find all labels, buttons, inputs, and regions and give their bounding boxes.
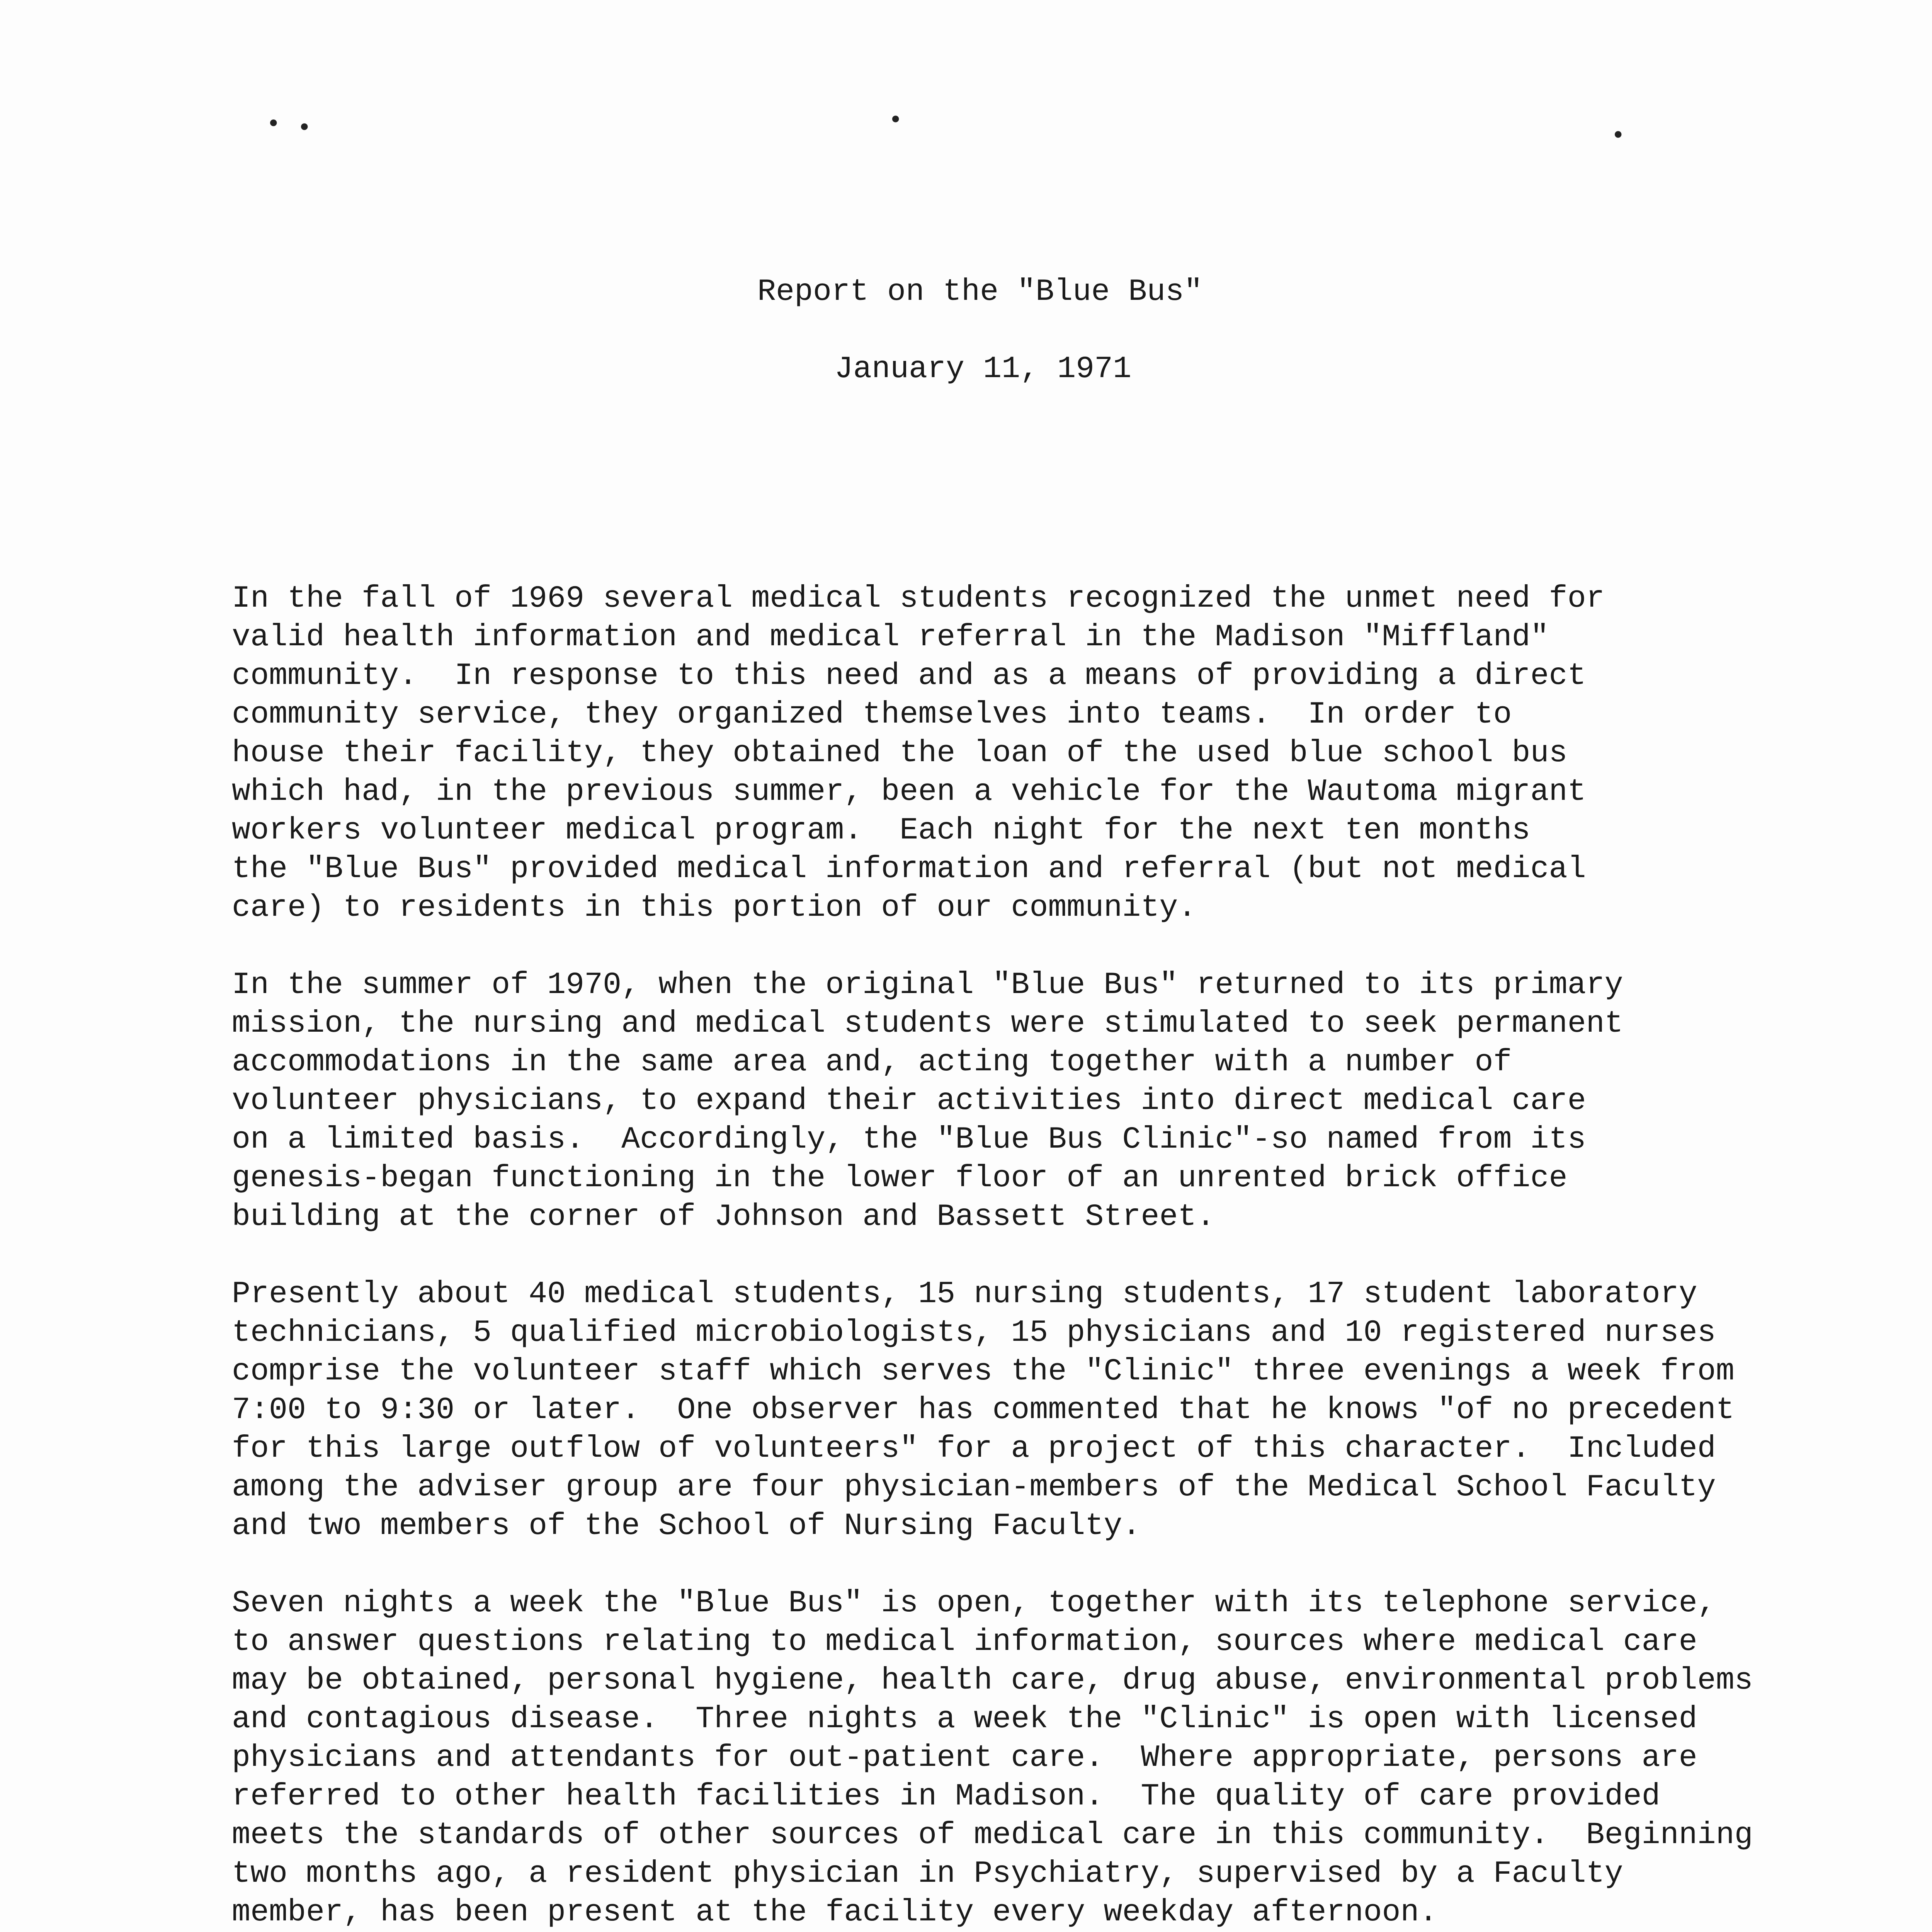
text-line: referred to other health facilities in Madison. The quality of care provided bbox=[232, 1779, 1660, 1814]
text-line: genesis-began functioning in the lower floor of an unrented brick office bbox=[232, 1161, 1568, 1196]
text-line: may be obtained, personal hygiene, health care, drug abuse, environmental problems bbox=[232, 1663, 1753, 1698]
paragraph-3 bbox=[232, 1275, 1893, 1546]
paragraph-2 bbox=[232, 966, 1893, 1236]
scan-mark: • bbox=[889, 106, 903, 133]
paragraph-1 bbox=[232, 580, 1893, 927]
text-line: member, has been present at the facility every weekday afternoon. bbox=[232, 1895, 1438, 1930]
text-line: the "Blue Bus" provided medical information and referral (but not medical bbox=[232, 852, 1586, 887]
text-line: valid health information and medical referral in the Madison "Miffland" bbox=[232, 620, 1549, 655]
text-line: community service, they organized themselves into teams. In order to bbox=[232, 697, 1512, 732]
text-line: building at the corner of Johnson and Bassett Street. bbox=[232, 1199, 1215, 1235]
text-line: mission, the nursing and medical students were stimulated to seek permanent bbox=[232, 1006, 1623, 1041]
text-line: community. In response to this need and as a means of providing a direct bbox=[232, 658, 1586, 694]
text-line: physicians and attendants for out-patient care. Where appropriate, persons are bbox=[232, 1740, 1697, 1776]
text-line: meets the standards of other sources of medical care in this community. Beginning bbox=[232, 1818, 1753, 1853]
text-line: and two members of the School of Nursing Faculty. bbox=[232, 1509, 1141, 1544]
scan-mark: • bbox=[1611, 122, 1625, 149]
text-line: 7:00 to 9:30 or later. One observer has commented that he knows "of no precedent bbox=[232, 1393, 1735, 1428]
paragraph-4 bbox=[232, 1584, 1893, 1932]
text-line: Seven nights a week the "Blue Bus" is open, together with its telephone service, bbox=[232, 1586, 1716, 1621]
text-line: Presently about 40 medical students, 15 nursing students, 17 student laboratory bbox=[232, 1277, 1697, 1312]
text-line: which had, in the previous summer, been a vehicle for the Wautoma migrant bbox=[232, 774, 1586, 810]
document-date: January 11, 1971 bbox=[835, 352, 1132, 387]
text-line: In the fall of 1969 several medical students recognized the unmet need for bbox=[232, 581, 1605, 616]
text-line: care) to residents in this portion of our community. bbox=[232, 890, 1197, 925]
text-line: on a limited basis. Accordingly, the "Blue Bus Clinic"-so named from its bbox=[232, 1122, 1586, 1157]
text-line: comprise the volunteer staff which serves the "Clinic" three evenings a week from bbox=[232, 1354, 1735, 1389]
text-line: workers volunteer medical program. Each night for the next ten months bbox=[232, 813, 1531, 848]
document-body bbox=[232, 580, 1893, 1932]
text-line: In the summer of 1970, when the original "Blue Bus" returned to its primary bbox=[232, 968, 1623, 1003]
text-line: two months ago, a resident physician in Psychiatry, supervised by a Faculty bbox=[232, 1856, 1623, 1891]
scan-mark: • bbox=[298, 114, 311, 141]
text-line: for this large outflow of volunteers" for a project of this character. Included bbox=[232, 1431, 1716, 1466]
text-line: technicians, 5 qualified microbiologists, 15 physicians and 10 registered nurses bbox=[232, 1315, 1716, 1350]
text-line: among the adviser group are four physician-members of the Medical School Faculty bbox=[232, 1470, 1716, 1505]
text-line: house their facility, they obtained the loan of the used blue school bus bbox=[232, 736, 1568, 771]
text-line: volunteer physicians, to expand their activities into direct medical care bbox=[232, 1083, 1586, 1119]
text-line: and contagious disease. Three nights a week the "Clinic" is open with licensed bbox=[232, 1702, 1697, 1737]
text-line: to answer questions relating to medical information, sources where medical care bbox=[232, 1624, 1697, 1660]
text-line: accommodations in the same area and, acting together with a number of bbox=[232, 1045, 1512, 1080]
scan-mark: • bbox=[267, 110, 281, 137]
document-title: Report on the "Blue Bus" bbox=[757, 274, 1203, 310]
